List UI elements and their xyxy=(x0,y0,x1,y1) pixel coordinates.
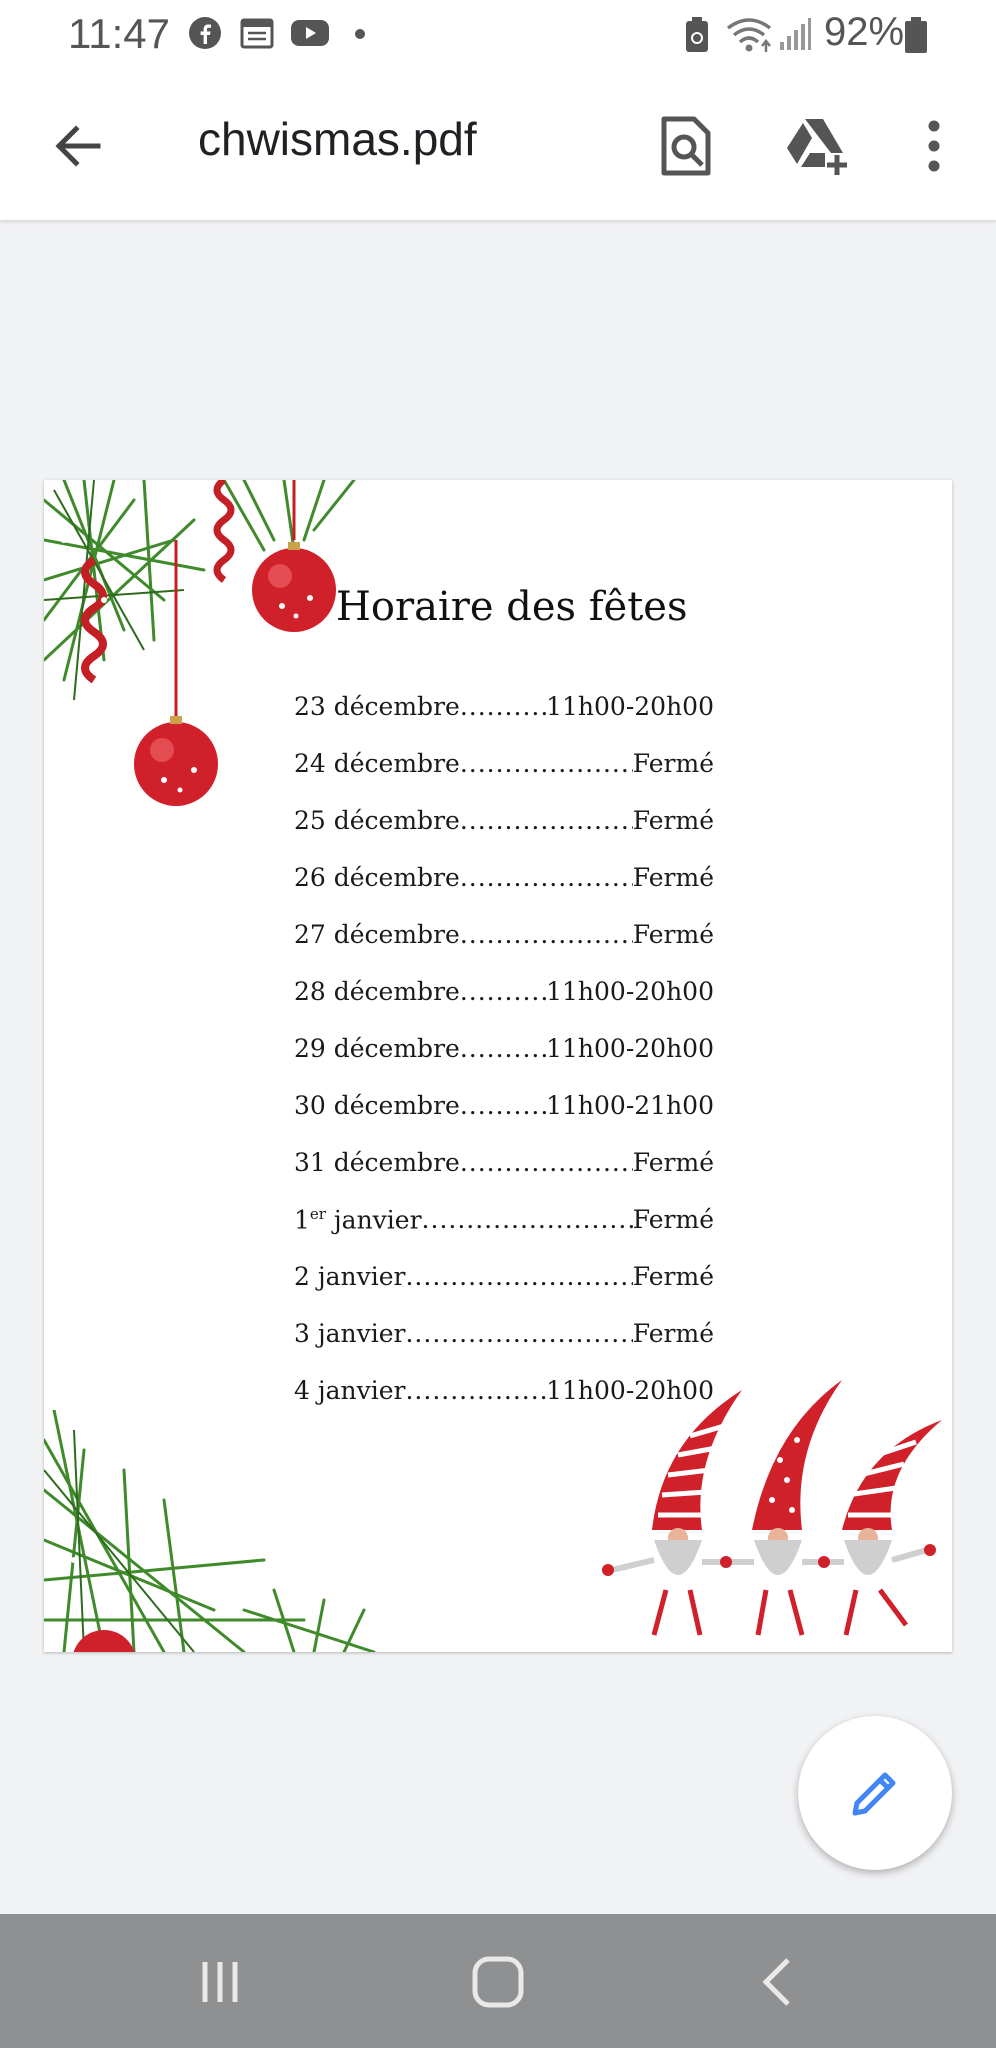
schedule-row xyxy=(294,977,714,1034)
schedule-row xyxy=(294,1034,714,1091)
schedule-row xyxy=(294,920,714,977)
pine-branch-bottom-illustration xyxy=(44,1410,444,1652)
schedule-day: 27 décembre xyxy=(294,920,460,949)
holiday-schedule xyxy=(294,692,714,1433)
dot-icon xyxy=(354,28,366,40)
dot-leader xyxy=(460,749,633,778)
schedule-hours: Fermé xyxy=(632,1262,714,1291)
schedule-hours: Fermé xyxy=(632,749,714,778)
schedule-hours: 11h00-20h00 xyxy=(546,977,714,1006)
schedule-day: 28 décembre xyxy=(294,977,460,1006)
add-to-drive-button[interactable] xyxy=(780,108,856,184)
schedule-hours: Fermé xyxy=(632,920,714,949)
schedule-heading: Horaire des fêtes xyxy=(336,584,688,630)
status-bar xyxy=(0,0,996,72)
schedule-day: 24 décembre xyxy=(294,749,460,778)
dot-leader xyxy=(460,806,633,835)
dot-leader xyxy=(460,1034,546,1063)
home-icon xyxy=(470,1954,526,2010)
schedule-day: 31 décembre xyxy=(294,1148,460,1177)
recent-apps-button[interactable] xyxy=(188,1950,252,2014)
schedule-hours: Fermé xyxy=(632,863,714,892)
schedule-day: 4 janvier xyxy=(294,1376,406,1405)
ordinal-suffix: er xyxy=(309,1205,326,1223)
pdf-page[interactable] xyxy=(44,480,952,1652)
schedule-row xyxy=(294,1148,714,1205)
schedule-row xyxy=(294,692,714,749)
schedule-hours: 11h00-20h00 xyxy=(546,692,714,721)
dot-leader xyxy=(460,1091,546,1120)
signal-icon xyxy=(778,16,812,52)
find-in-document-icon xyxy=(658,115,714,177)
find-in-document-button[interactable] xyxy=(648,108,724,184)
schedule-row xyxy=(294,863,714,920)
dot-leader xyxy=(405,1262,632,1291)
schedule-hours: Fermé xyxy=(632,1205,714,1235)
schedule-day-first xyxy=(294,1205,422,1234)
system-nav-bar xyxy=(0,1914,996,2048)
dot-leader xyxy=(460,1148,633,1177)
wifi-icon xyxy=(724,16,774,56)
schedule-hours: Fermé xyxy=(632,1319,714,1348)
battery-icon xyxy=(904,16,928,54)
dot-leader xyxy=(405,1319,632,1348)
dot-leader xyxy=(460,692,546,721)
schedule-row xyxy=(294,749,714,806)
add-to-drive-icon xyxy=(785,117,851,175)
dot-leader xyxy=(460,977,546,1006)
pencil-edit-icon xyxy=(847,1765,903,1821)
battery-percent: 92% xyxy=(824,10,905,54)
schedule-day: 26 décembre xyxy=(294,863,460,892)
schedule-day: 29 décembre xyxy=(294,1034,460,1063)
facebook-icon xyxy=(188,16,222,50)
document-title: chwismas.pdf xyxy=(198,113,477,165)
more-options-button[interactable] xyxy=(896,108,972,184)
dot-leader xyxy=(460,920,633,949)
back-button[interactable] xyxy=(48,116,108,176)
back-nav-icon xyxy=(758,1956,798,2008)
schedule-hours: 11h00-20h00 xyxy=(546,1376,714,1405)
app-bar xyxy=(0,72,996,220)
back-nav-button[interactable] xyxy=(746,1950,810,2014)
schedule-row xyxy=(294,1319,714,1376)
schedule-row xyxy=(294,1376,714,1433)
dot-leader xyxy=(460,863,633,892)
schedule-day: 2 janvier xyxy=(294,1262,406,1291)
arrow-back-icon xyxy=(48,116,108,176)
schedule-hours: Fermé xyxy=(632,806,714,835)
day-number: 1 xyxy=(294,1205,310,1235)
youtube-icon xyxy=(290,16,330,50)
edit-fab[interactable] xyxy=(798,1716,952,1870)
home-button[interactable] xyxy=(466,1950,530,2014)
schedule-day: 30 décembre xyxy=(294,1091,460,1120)
schedule-hours: 11h00-21h00 xyxy=(546,1091,714,1120)
schedule-row xyxy=(294,1091,714,1148)
schedule-row xyxy=(294,1205,714,1262)
dot-leader xyxy=(405,1376,546,1405)
recent-apps-icon xyxy=(195,1957,245,2007)
month-name: janvier xyxy=(333,1205,422,1235)
dot-leader xyxy=(422,1205,633,1234)
clock: 11:47 xyxy=(68,10,170,57)
schedule-hours: Fermé xyxy=(632,1148,714,1177)
schedule-row xyxy=(294,1262,714,1319)
schedule-row xyxy=(294,806,714,863)
schedule-day: 3 janvier xyxy=(294,1319,406,1348)
schedule-hours: 11h00-20h00 xyxy=(546,1034,714,1063)
schedule-day: 23 décembre xyxy=(294,692,460,721)
battery-saver-icon xyxy=(684,16,710,54)
calendar-icon xyxy=(240,16,274,50)
schedule-day: 25 décembre xyxy=(294,806,460,835)
more-options-icon xyxy=(924,120,944,172)
